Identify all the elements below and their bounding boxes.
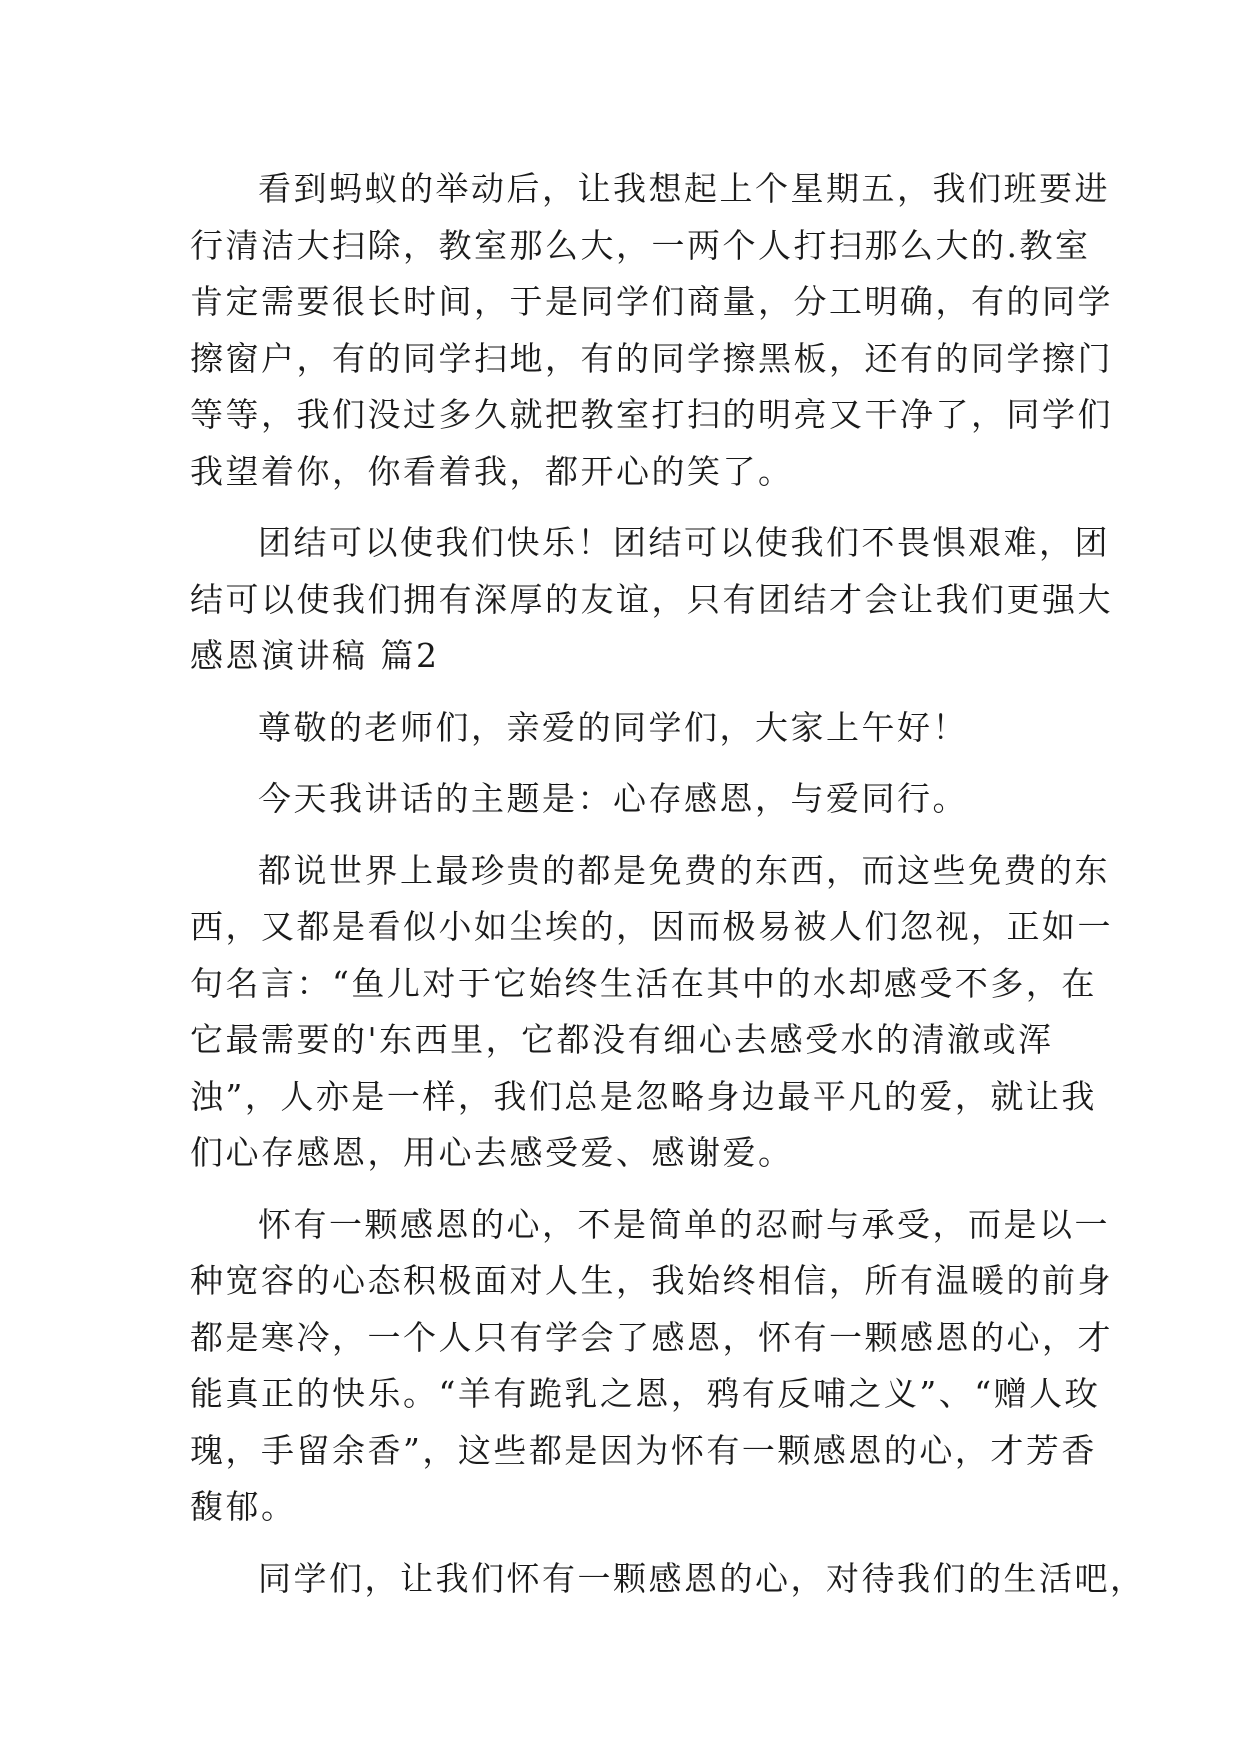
paragraph-line: 种宽容的心态积极面对人生，我始终相信，所有温暖的前身 (190, 1261, 1113, 1300)
paragraph-line: 它最需要的'东西里，它都没有细心去感受水的清澈或浑 (190, 1020, 1054, 1059)
paragraph-line: 瑰，手留余香”，这些都是因为怀有一颗感恩的心，才芳香 (190, 1430, 1097, 1470)
paragraph-line: 西，又都是看似小如尘埃的，因而极易被人们忽视，正如一 (190, 907, 1113, 946)
paragraph-line: 擦窗户，有的同学扫地，有的同学擦黑板，还有的同学擦门 (190, 338, 1113, 378)
paragraph-line: 肯定需要很长时间，于是同学们商量，分工明确，有的同学 (190, 282, 1113, 321)
paragraph-line: 怀有一颗感恩的心，不是简单的忍耐与承受，而是以一 (258, 1204, 1110, 1244)
paragraph-line: 馥郁。 (190, 1487, 297, 1526)
greeting-line: 尊敬的老师们，亲爱的同学们，大家上午好！ (258, 707, 968, 747)
paragraph-line: 团结可以使我们快乐！团结可以使我们不畏惧艰难，团 (258, 523, 1110, 562)
topic-line: 今天我讲话的主题是：心存感恩，与爱同行。 (258, 779, 968, 818)
paragraph-line: 都说世界上最珍贵的都是免费的东西，而这些免费的东 (258, 850, 1110, 890)
paragraph-line: 等等，我们没过多久就把教室打扫的明亮又干净了，同学们 (190, 395, 1113, 434)
paragraph-line: 结可以使我们拥有深厚的友谊，只有团结才会让我们更强大 (190, 579, 1113, 619)
section-heading: 感恩演讲稿 篇2 (190, 636, 440, 675)
paragraph-line: 同学们，让我们怀有一颗感恩的心，对待我们的生活吧， (258, 1558, 1146, 1598)
paragraph-line: 行清洁大扫除，教室那么大，一两个人打扫那么大的.教室 (190, 225, 1091, 265)
paragraph-line: 句名言：“鱼儿对于它始终生活在其中的水却感受不多，在 (190, 963, 1097, 1003)
paragraph-line: 们心存感恩，用心去感受爱、感谢爱。 (190, 1133, 794, 1172)
document-body (190, 161, 1146, 1607)
paragraph-line: 都是寒冷，一个人只有学会了感恩，怀有一颗感恩的心，才 (190, 1317, 1113, 1357)
paragraph-line: 我望着你，你看着我，都开心的笑了。 (190, 451, 794, 491)
paragraph-line: 能真正的快乐。“羊有跪乳之恩，鸦有反哺之义”、“赠人玫 (190, 1374, 1101, 1413)
paragraph-line: 看到蚂蚁的举动后，让我想起上个星期五，我们班要进 (258, 169, 1110, 208)
paragraph-line: 浊”，人亦是一样，我们总是忽略身边最平凡的爱，就让我 (190, 1076, 1097, 1116)
